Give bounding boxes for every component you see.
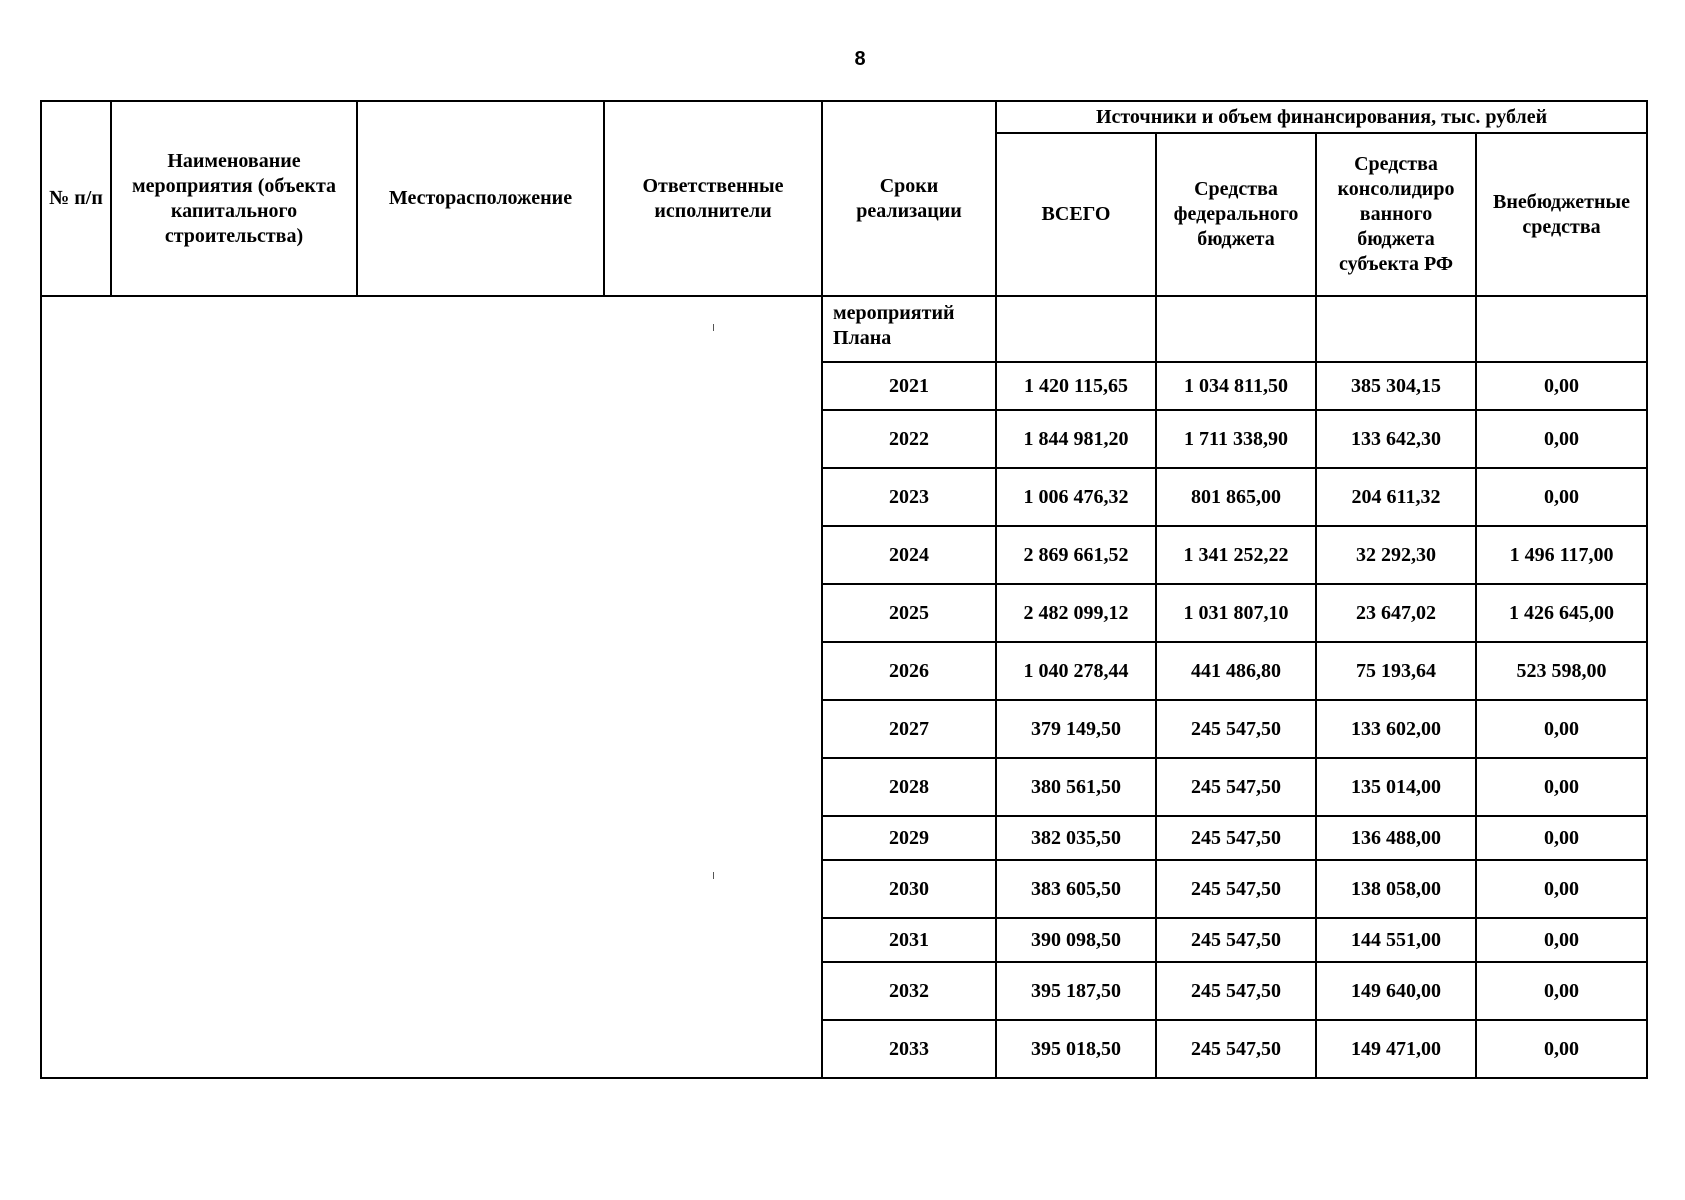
cell-extra: 0,00 (1476, 1020, 1647, 1078)
cell-year: 2022 (822, 410, 996, 468)
cell-total: 383 605,50 (996, 860, 1156, 918)
cell-extra: 0,00 (1476, 918, 1647, 962)
cell-extra: 0,00 (1476, 700, 1647, 758)
cell-extra: 523 598,00 (1476, 642, 1647, 700)
cell-year: 2029 (822, 816, 996, 860)
cell-extra: 0,00 (1476, 468, 1647, 526)
cell-consolidated: 149 640,00 (1316, 962, 1476, 1020)
cell-federal: 245 547,50 (1156, 1020, 1316, 1078)
cell-year: 2026 (822, 642, 996, 700)
cell-extra: 1 496 117,00 (1476, 526, 1647, 584)
table-body (41, 296, 1647, 1078)
cell-consolidated: 149 471,00 (1316, 1020, 1476, 1078)
cell-total: 1 844 981,20 (996, 410, 1156, 468)
scan-mark (713, 324, 714, 331)
cell-total: 380 561,50 (996, 758, 1156, 816)
cell-consolidated: 133 602,00 (1316, 700, 1476, 758)
cell-federal: 1 341 252,22 (1156, 526, 1316, 584)
cell-consolidated: 75 193,64 (1316, 642, 1476, 700)
header-num: № п/п (41, 101, 111, 296)
cell-year: 2024 (822, 526, 996, 584)
cell-consolidated: 133 642,30 (1316, 410, 1476, 468)
header-location: Месторасположение (357, 101, 604, 296)
cell-federal: 1 031 807,10 (1156, 584, 1316, 642)
cell-federal: 245 547,50 (1156, 758, 1316, 816)
cell-year: 2031 (822, 918, 996, 962)
cell-consolidated: 138 058,00 (1316, 860, 1476, 918)
cell-consolidated: 135 014,00 (1316, 758, 1476, 816)
header-total: ВСЕГО (996, 133, 1156, 296)
cell-year: 2021 (822, 362, 996, 410)
scan-mark (713, 872, 714, 879)
cell-extra: 0,00 (1476, 962, 1647, 1020)
cell-consolidated: 204 611,32 (1316, 468, 1476, 526)
cell-year: 2028 (822, 758, 996, 816)
cell-consolidated: 144 551,00 (1316, 918, 1476, 962)
cell-federal: 245 547,50 (1156, 700, 1316, 758)
cell-year: 2032 (822, 962, 996, 1020)
cell-federal: 801 865,00 (1156, 468, 1316, 526)
cell-federal: 1 711 338,90 (1156, 410, 1316, 468)
cell-total: 395 187,50 (996, 962, 1156, 1020)
cell-federal: 245 547,50 (1156, 962, 1316, 1020)
header-federal: Средства федерального бюджета (1156, 133, 1316, 296)
cell-extra: 0,00 (1476, 362, 1647, 410)
cell-federal: 441 486,80 (1156, 642, 1316, 700)
cell-total: 395 018,50 (996, 1020, 1156, 1078)
empty-cell (996, 296, 1156, 362)
header-consolidated: Средства консолидиро ванного бюджета субъекта РФ (1316, 133, 1476, 296)
cell-total: 1 420 115,65 (996, 362, 1156, 410)
cell-total: 382 035,50 (996, 816, 1156, 860)
cell-federal: 1 034 811,50 (1156, 362, 1316, 410)
cell-total: 379 149,50 (996, 700, 1156, 758)
cell-extra: 1 426 645,00 (1476, 584, 1647, 642)
header-responsible: Ответственные исполнители (604, 101, 822, 296)
cell-year: 2027 (822, 700, 996, 758)
empty-cell (1316, 296, 1476, 362)
cell-year: 2030 (822, 860, 996, 918)
cell-consolidated: 385 304,15 (1316, 362, 1476, 410)
cell-consolidated: 23 647,02 (1316, 584, 1476, 642)
financing-table (40, 100, 1648, 1079)
term-label-row (41, 296, 1647, 362)
header-terms: Сроки реализации (822, 101, 996, 296)
cell-extra: 0,00 (1476, 758, 1647, 816)
cell-extra: 0,00 (1476, 410, 1647, 468)
cell-year: 2033 (822, 1020, 996, 1078)
merged-blank-cell (41, 296, 822, 1078)
header-sources-group: Источники и объем финансирования, тыс. рублей (996, 101, 1647, 133)
cell-consolidated: 32 292,30 (1316, 526, 1476, 584)
cell-total: 390 098,50 (996, 918, 1156, 962)
term-label: мероприятий Плана (822, 296, 996, 362)
cell-extra: 0,00 (1476, 816, 1647, 860)
empty-cell (1476, 296, 1647, 362)
cell-extra: 0,00 (1476, 860, 1647, 918)
cell-federal: 245 547,50 (1156, 918, 1316, 962)
header-extrabudget: Внебюджетные средства (1476, 133, 1647, 296)
cell-total: 1 040 278,44 (996, 642, 1156, 700)
table-header (41, 101, 1647, 296)
header-name: Наименование мероприятия (объекта капитального строительства) (111, 101, 357, 296)
empty-cell (1156, 296, 1316, 362)
cell-federal: 245 547,50 (1156, 816, 1316, 860)
cell-year: 2023 (822, 468, 996, 526)
cell-federal: 245 547,50 (1156, 860, 1316, 918)
cell-total: 2 869 661,52 (996, 526, 1156, 584)
page-number: 8 (854, 48, 866, 70)
cell-year: 2025 (822, 584, 996, 642)
cell-total: 1 006 476,32 (996, 468, 1156, 526)
cell-consolidated: 136 488,00 (1316, 816, 1476, 860)
cell-total: 2 482 099,12 (996, 584, 1156, 642)
